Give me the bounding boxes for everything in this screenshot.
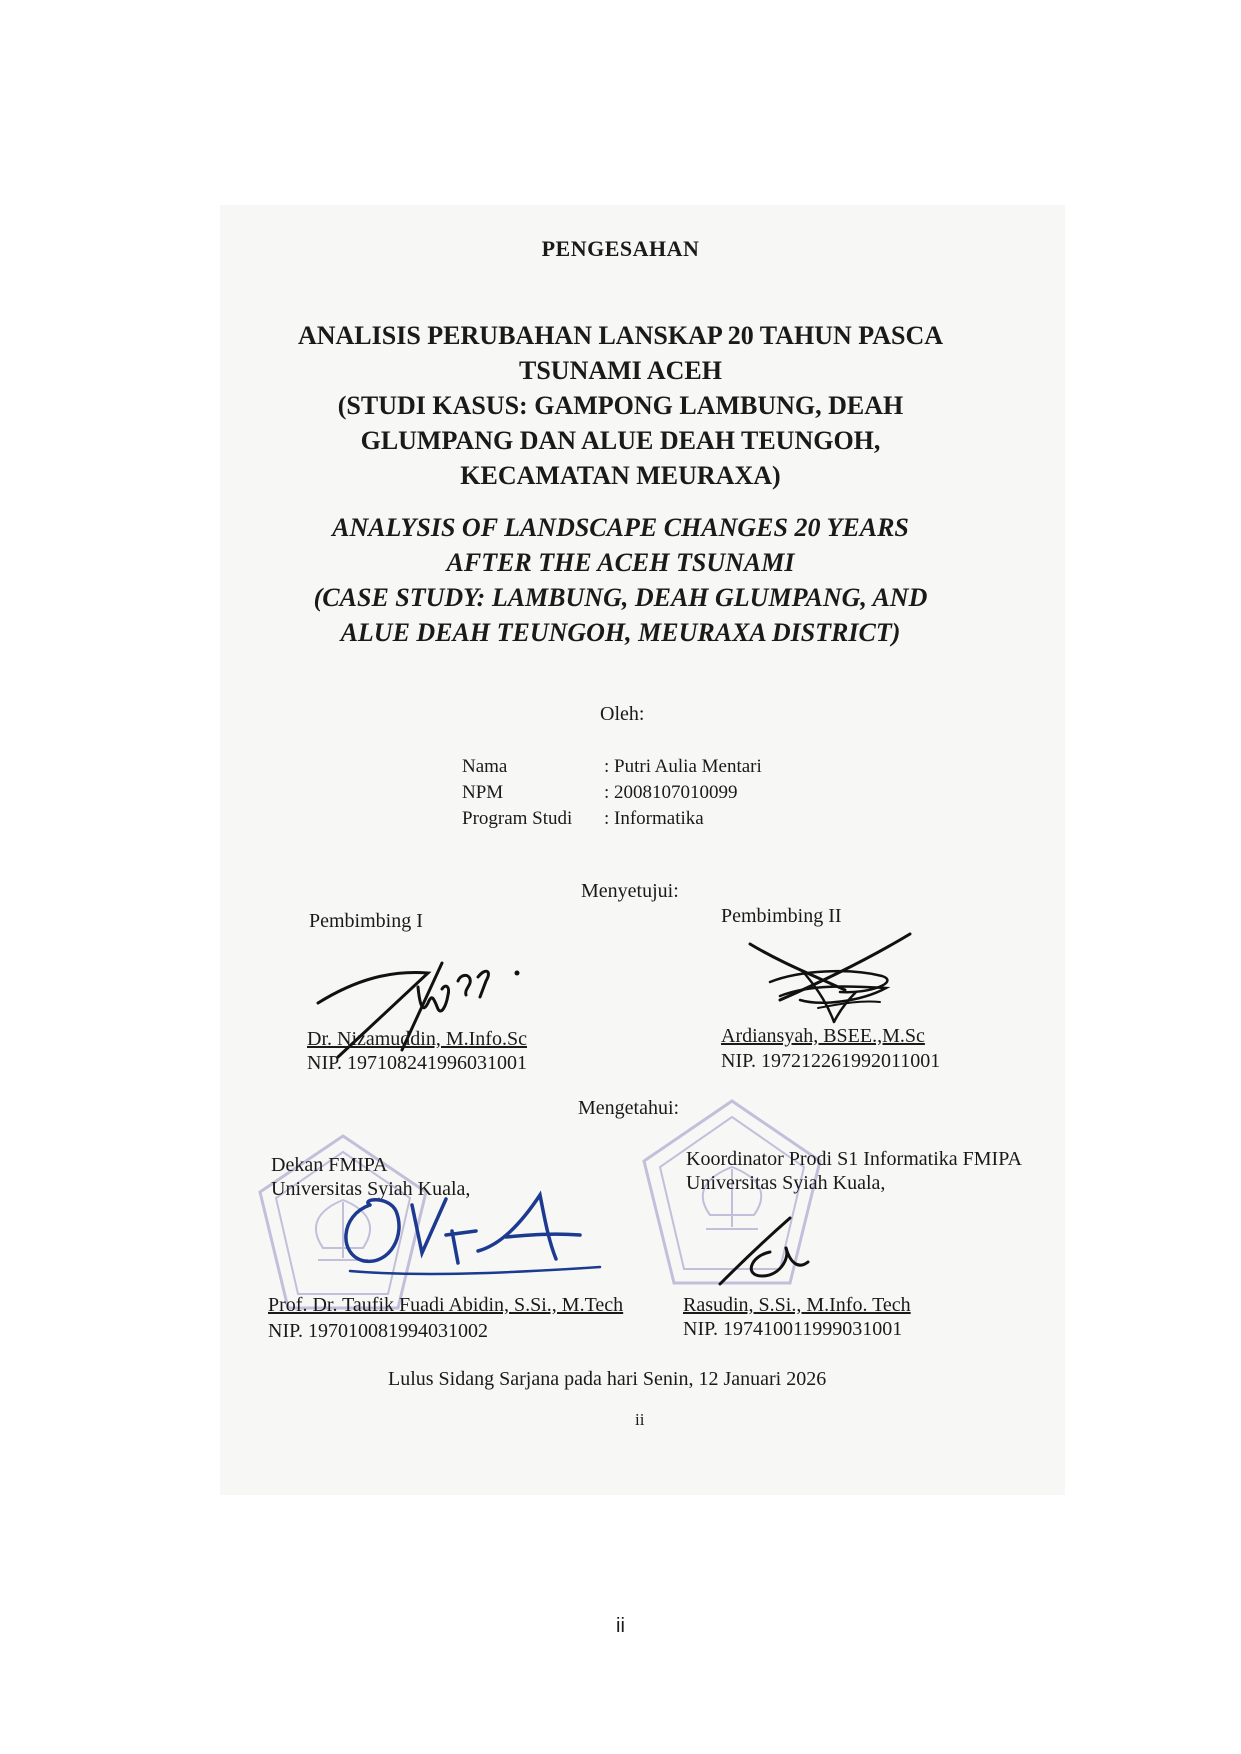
title-id-line: (STUDI KASUS: GAMPONG LAMBUNG, DEAH bbox=[337, 391, 904, 420]
page-number: ii bbox=[616, 1615, 625, 1637]
mengetahui-label: Mengetahui: bbox=[578, 1097, 680, 1119]
title-indonesian bbox=[0, 318, 1241, 493]
title-id-line: KECAMATAN MEURAXA) bbox=[460, 461, 781, 490]
dekan-institution: Universitas Syiah Kuala, bbox=[271, 1178, 471, 1200]
page-heading: PENGESAHAN bbox=[541, 236, 700, 261]
student-prodi-label: Program Studi bbox=[462, 808, 573, 829]
student-name-value: : Putri Aulia Mentari bbox=[604, 756, 762, 777]
title-en-line: AFTER THE ACEH TSUNAMI bbox=[446, 548, 795, 577]
dekan-signature bbox=[330, 1175, 610, 1285]
pembimbing-1-role: Pembimbing I bbox=[309, 910, 423, 932]
title-id-line: ANALISIS PERUBAHAN LANSKAP 20 TAHUN PASCA bbox=[297, 321, 944, 350]
koordinator-institution: Universitas Syiah Kuala, bbox=[686, 1172, 886, 1194]
dekan-name: Prof. Dr. Taufik Fuadi Abidin, S.Si., M.Tech bbox=[268, 1294, 624, 1316]
student-prodi-value: : Informatika bbox=[604, 808, 704, 829]
title-en-line: ALUE DEAH TEUNGOH, MEURAXA DISTRICT) bbox=[340, 618, 901, 647]
koordinator-nip: NIP. 197410011999031001 bbox=[683, 1318, 903, 1340]
pembimbing-2-signature bbox=[710, 930, 940, 1035]
pembimbing-1-name: Dr. Nizamuddin, M.Info.Sc bbox=[307, 1028, 527, 1050]
pembimbing-1-nip: NIP. 197108241996031001 bbox=[307, 1052, 528, 1074]
oleh-label: Oleh: bbox=[600, 703, 645, 725]
title-en-line: (CASE STUDY: LAMBUNG, DEAH GLUMPANG, AND bbox=[313, 583, 928, 612]
student-npm-value: : 2008107010099 bbox=[604, 782, 738, 803]
pembimbing-2-role: Pembimbing II bbox=[721, 905, 842, 927]
student-name-label: Nama bbox=[462, 756, 508, 777]
title-id-line: TSUNAMI ACEH bbox=[519, 356, 722, 385]
dekan-role: Dekan FMIPA bbox=[271, 1154, 388, 1176]
title-en-line: ANALYSIS OF LANDSCAPE CHANGES 20 YEARS bbox=[332, 513, 909, 542]
menyetujui-label: Menyetujui: bbox=[581, 880, 679, 902]
dekan-nip: NIP. 197010081994031002 bbox=[268, 1320, 489, 1342]
title-english bbox=[0, 510, 1241, 650]
inner-page-number: ii bbox=[635, 1410, 645, 1429]
pembimbing-2-name: Ardiansyah, BSEE.,M.Sc bbox=[721, 1025, 925, 1047]
koordinator-signature bbox=[710, 1212, 820, 1292]
koordinator-name: Rasudin, S.Si., M.Info. Tech bbox=[683, 1294, 911, 1316]
pembimbing-2-nip: NIP. 197212261992011001 bbox=[721, 1050, 941, 1072]
student-npm-label: NPM bbox=[462, 782, 504, 803]
koordinator-role: Koordinator Prodi S1 Informatika FMIPA bbox=[686, 1148, 1022, 1170]
title-id-line: GLUMPANG DAN ALUE DEAH TEUNGOH, bbox=[360, 426, 881, 455]
graduation-statement: Lulus Sidang Sarjana pada hari Senin, 12 Januari 2026 bbox=[388, 1368, 827, 1390]
